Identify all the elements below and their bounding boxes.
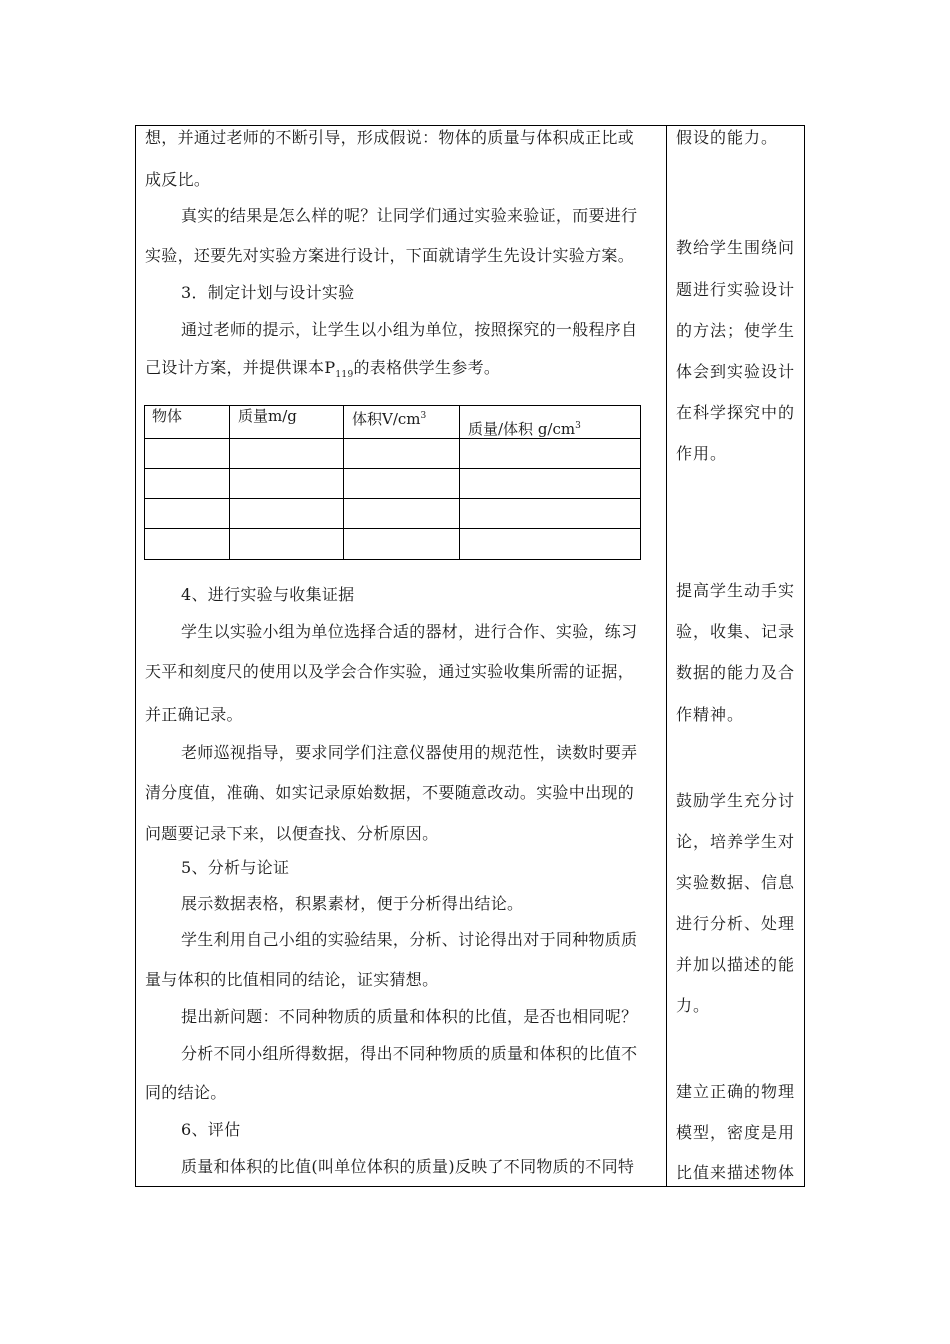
text-line: 成反比。	[145, 170, 211, 189]
text-line: 同的结论。	[145, 1083, 227, 1102]
table-header-volume	[352, 407, 426, 428]
side-note-line: 体会到实验设计	[676, 362, 796, 381]
text-line: 质量和体积的比值(叫单位体积的质量)反映了不同物质的不同特	[181, 1157, 635, 1176]
text-line: 真实的结果是怎么样的呢？让同学们通过实验来验证，而要进行	[181, 206, 638, 225]
text-line: 通过老师的提示，让学生以小组为单位，按照探究的一般程序自	[181, 320, 638, 339]
side-note-line: 论，培养学生对	[676, 832, 796, 851]
page-ref: P	[324, 358, 336, 377]
table-header-density	[468, 417, 581, 438]
table-header-object: 物体	[152, 407, 183, 425]
section-heading: 4、进行实验与收集证据	[181, 585, 355, 604]
side-note-line: 题进行实验设计	[676, 280, 796, 299]
side-note-line: 验，收集、记录	[676, 622, 796, 641]
side-note-line: 力。	[676, 996, 711, 1015]
side-note-line: 教给学生围绕问	[676, 238, 796, 257]
superscript: 3	[420, 411, 427, 421]
side-note-line: 的方法；使学生	[676, 321, 796, 340]
text-line: 量与体积的比值相同的结论，证实猜想。	[145, 970, 439, 989]
text-line: 展示数据表格，积累素材，便于分析得出结论。	[181, 894, 524, 913]
text-line: 天平和刻度尺的使用以及学会合作实验，通过实验收集所需的证据，	[145, 662, 635, 681]
section-heading: 3．制定计划与设计实验	[181, 283, 355, 302]
side-note-line: 进行分析、处理	[676, 914, 796, 933]
side-note-line: 并加以描述的能	[676, 955, 796, 974]
side-note-line: 鼓励学生充分讨	[676, 791, 796, 810]
text-line: 分析不同小组所得数据，得出不同种物质的质量和体积的比值不	[181, 1044, 638, 1063]
section-heading: 6、评估	[181, 1120, 241, 1139]
side-note-line: 提高学生动手实	[676, 581, 796, 600]
side-note-line: 数据的能力及合	[676, 663, 796, 682]
text-line: 学生以实验小组为单位选择合适的器材，进行合作、实验，练习	[181, 622, 638, 641]
side-note-line: 作用。	[676, 444, 728, 463]
experiment-data-table	[144, 405, 641, 560]
side-note-line: 在科学探究中的	[676, 403, 796, 422]
text-line	[145, 358, 500, 385]
text-line: 想，并通过老师的不断引导，形成假说：物体的质量与体积成正比或	[145, 128, 635, 147]
text-line: 实验，还要先对实验方案进行设计，下面就请学生先设计实验方案。	[145, 246, 635, 265]
side-note-line: 作精神。	[676, 705, 745, 724]
text-line: 并正确记录。	[145, 705, 243, 724]
side-note-line: 假设的能力。	[676, 128, 779, 147]
side-note-line: 实验数据、信息	[676, 873, 796, 892]
side-note-line: 模型，密度是用	[676, 1123, 796, 1142]
superscript: 3	[575, 421, 581, 431]
section-heading: 5、分析与论证	[181, 858, 290, 877]
side-note-line: 比值来描述物体	[676, 1163, 796, 1182]
page-ref-subscript: 119	[335, 370, 354, 381]
text-line: 问题要记录下来，以便查找、分析原因。	[145, 824, 439, 843]
text-fragment: 己设计方案，并提供课本	[145, 358, 325, 377]
text-line: 提出新问题：不同种物质的质量和体积的比值，是否也相同呢？	[181, 1007, 638, 1026]
side-note-line: 建立正确的物理	[676, 1082, 796, 1101]
header-text: 质量/体积 g/cm	[468, 420, 576, 438]
column-divider	[666, 125, 667, 1187]
text-fragment: 的表格供学生参考。	[353, 358, 501, 377]
table-header-mass: 质量m/g	[238, 407, 297, 425]
header-text: 体积V/cm	[352, 410, 421, 428]
text-line: 清分度值，准确、如实记录原始数据，不要随意改动。实验中出现的	[145, 783, 635, 802]
text-line: 学生利用自己小组的实验结果，分析、讨论得出对于同种物质质	[181, 930, 638, 949]
text-line: 老师巡视指导，要求同学们注意仪器使用的规范性，读数时要弄	[181, 743, 638, 762]
